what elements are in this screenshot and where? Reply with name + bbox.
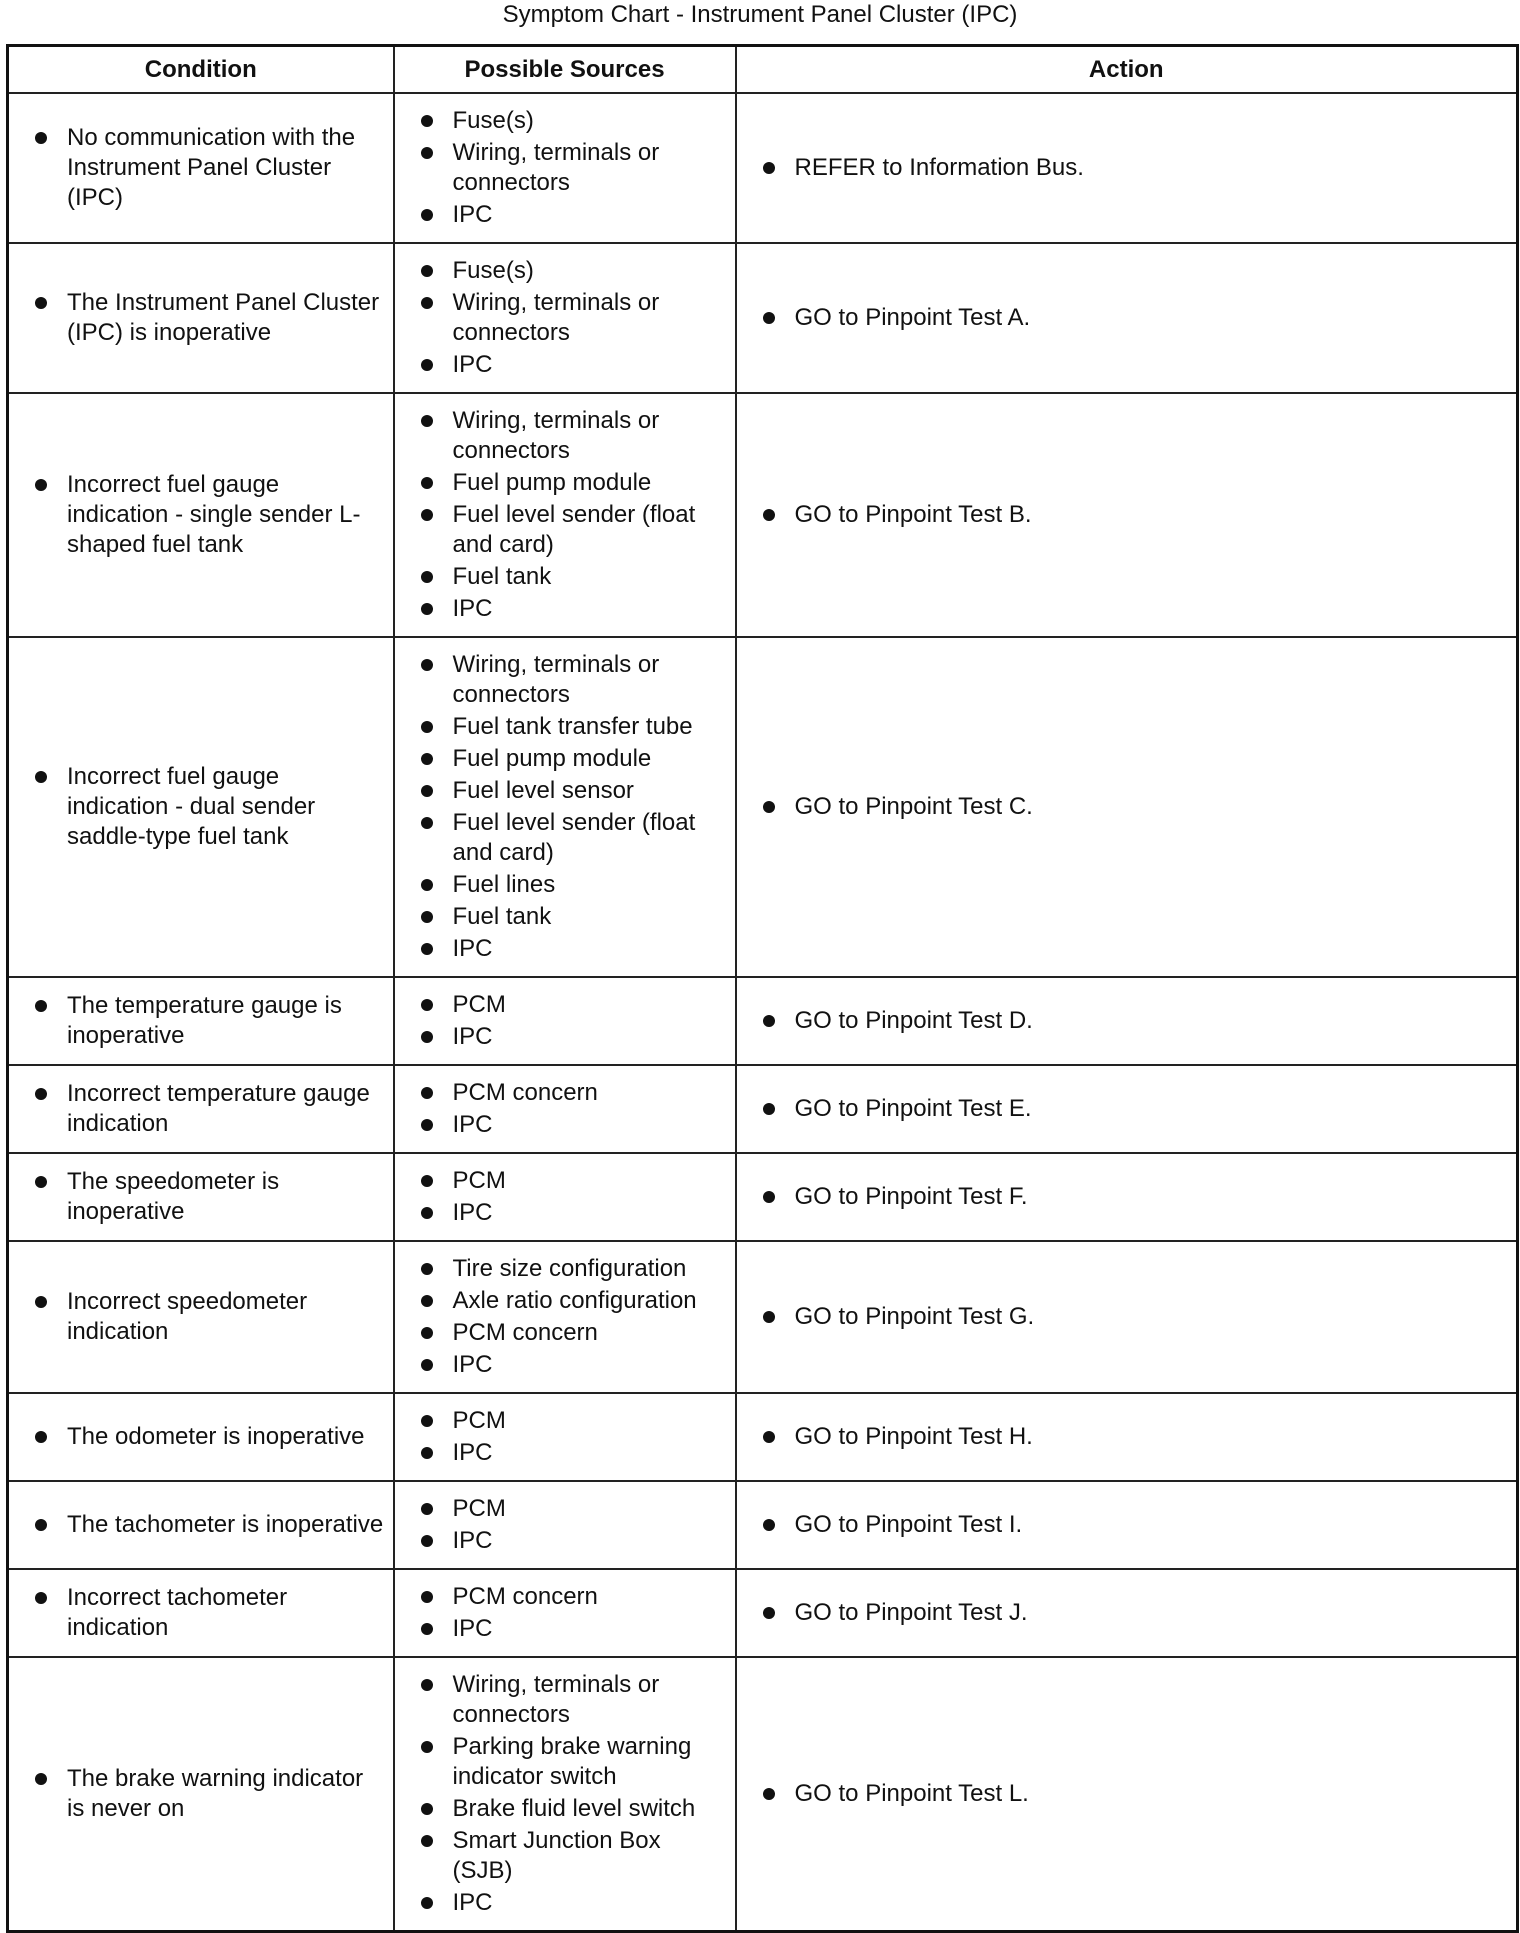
action-item-text: GO to Pinpoint Test J. xyxy=(794,1599,1028,1626)
source-item xyxy=(395,1078,727,1108)
source-item-text: IPC xyxy=(452,1111,493,1138)
source-item xyxy=(395,350,727,380)
condition-item-text: The tachometer is inoperative xyxy=(67,1511,384,1538)
condition-cell xyxy=(8,1153,394,1241)
source-item xyxy=(395,934,727,964)
bullet-icon xyxy=(421,297,433,309)
condition-cell xyxy=(8,1393,394,1481)
source-item-text: Fuel tank xyxy=(452,563,552,590)
condition-item-text: Incorrect temperature gauge indication xyxy=(67,1080,370,1137)
action-item-text: GO to Pinpoint Test F. xyxy=(794,1183,1028,1210)
condition-item-text: No communication with the Instrument Panel Cluster (IPC) xyxy=(67,124,356,211)
column-header-possible-sources: Possible Sources xyxy=(394,46,736,94)
source-item-text: PCM xyxy=(452,1407,506,1434)
condition-cell xyxy=(8,243,394,393)
action-cell xyxy=(736,393,1518,637)
source-item-text: Smart Junction Box (SJB) xyxy=(452,1827,661,1884)
condition-item xyxy=(9,1287,385,1347)
bullet-icon xyxy=(763,1015,775,1027)
action-item xyxy=(737,303,1509,333)
bullet-icon xyxy=(421,753,433,765)
table-row xyxy=(8,1065,1518,1153)
source-item-text: IPC xyxy=(452,1527,493,1554)
possible-sources-cell xyxy=(394,1153,736,1241)
source-item-text: Fuel lines xyxy=(452,871,556,898)
condition-item-text: The odometer is inoperative xyxy=(67,1423,365,1450)
bullet-icon xyxy=(421,147,433,159)
source-item-text: Fuel tank xyxy=(452,903,552,930)
condition-item xyxy=(9,1583,385,1643)
table-row xyxy=(8,1569,1518,1657)
table-row xyxy=(8,393,1518,637)
condition-item-text: The Instrument Panel Cluster (IPC) is inoperative xyxy=(67,289,380,346)
bullet-icon xyxy=(421,943,433,955)
condition-item-text: The speedometer is inoperative xyxy=(67,1168,280,1225)
source-item xyxy=(395,594,727,624)
source-item-text: Wiring, terminals or connectors xyxy=(452,1671,660,1728)
bullet-icon xyxy=(763,1103,775,1115)
bullet-icon xyxy=(421,1415,433,1427)
source-item xyxy=(395,1022,727,1052)
source-item-text: PCM concern xyxy=(452,1079,598,1106)
condition-cell xyxy=(8,637,394,977)
source-item xyxy=(395,500,727,560)
source-item-text: IPC xyxy=(452,1439,493,1466)
source-item xyxy=(395,288,727,348)
bullet-icon xyxy=(421,911,433,923)
action-cell xyxy=(736,1241,1518,1393)
condition-item-text: The temperature gauge is inoperative xyxy=(67,992,342,1049)
action-item xyxy=(737,153,1509,183)
source-item xyxy=(395,1406,727,1436)
source-item-text: Wiring, terminals or connectors xyxy=(452,407,660,464)
action-cell xyxy=(736,637,1518,977)
action-item xyxy=(737,1510,1509,1540)
possible-sources-cell xyxy=(394,1241,736,1393)
source-item-text: Axle ratio configuration xyxy=(452,1287,697,1314)
action-item xyxy=(737,792,1509,822)
action-item xyxy=(737,1422,1509,1452)
source-item xyxy=(395,1166,727,1196)
bullet-icon xyxy=(763,1788,775,1800)
source-item xyxy=(395,1582,727,1612)
source-item-text: PCM xyxy=(452,1495,506,1522)
bullet-icon xyxy=(763,1607,775,1619)
action-item-text: GO to Pinpoint Test A. xyxy=(794,304,1031,331)
source-item xyxy=(395,406,727,466)
source-item-text: IPC xyxy=(452,1615,493,1642)
action-item-text: GO to Pinpoint Test B. xyxy=(794,501,1032,528)
source-item-text: IPC xyxy=(452,1199,493,1226)
condition-cell xyxy=(8,977,394,1065)
source-item xyxy=(395,776,727,806)
column-header-action: Action xyxy=(736,46,1518,94)
source-item xyxy=(395,650,727,710)
table-row xyxy=(8,1241,1518,1393)
source-item-text: Brake fluid level switch xyxy=(452,1795,696,1822)
bullet-icon xyxy=(421,879,433,891)
action-item xyxy=(737,1302,1509,1332)
source-item xyxy=(395,744,727,774)
bullet-icon xyxy=(421,1503,433,1515)
bullet-icon xyxy=(421,1031,433,1043)
bullet-icon xyxy=(35,771,47,783)
possible-sources-cell xyxy=(394,637,736,977)
action-item-text: REFER to Information Bus. xyxy=(794,154,1084,181)
bullet-icon xyxy=(763,1431,775,1443)
source-item-text: PCM concern xyxy=(452,1583,598,1610)
bullet-icon xyxy=(421,209,433,221)
bullet-icon xyxy=(763,1519,775,1531)
source-item xyxy=(395,256,727,286)
bullet-icon xyxy=(421,817,433,829)
action-item xyxy=(737,1006,1509,1036)
source-item xyxy=(395,1438,727,1468)
bullet-icon xyxy=(763,312,775,324)
source-item-text: Fuse(s) xyxy=(452,107,534,134)
action-item xyxy=(737,1779,1509,1809)
bullet-icon xyxy=(421,1535,433,1547)
source-item-text: Fuel pump module xyxy=(452,745,652,772)
source-item-text: Fuel level sensor xyxy=(452,777,634,804)
source-item-text: PCM xyxy=(452,1167,506,1194)
source-item-text: IPC xyxy=(452,1023,493,1050)
table-row xyxy=(8,243,1518,393)
bullet-icon xyxy=(763,162,775,174)
source-item xyxy=(395,200,727,230)
table-row xyxy=(8,1481,1518,1569)
source-item xyxy=(395,1526,727,1556)
bullet-icon xyxy=(421,1897,433,1909)
action-item-text: GO to Pinpoint Test I. xyxy=(794,1511,1023,1538)
bullet-icon xyxy=(35,1296,47,1308)
condition-cell xyxy=(8,1569,394,1657)
bullet-icon xyxy=(421,1679,433,1691)
source-item xyxy=(395,902,727,932)
possible-sources-cell xyxy=(394,1393,736,1481)
bullet-icon xyxy=(421,1803,433,1815)
table-body xyxy=(8,93,1518,1932)
bullet-icon xyxy=(421,1119,433,1131)
source-item-text: PCM xyxy=(452,991,506,1018)
bullet-icon xyxy=(35,1431,47,1443)
bullet-icon xyxy=(35,1176,47,1188)
source-item-text: IPC xyxy=(452,935,493,962)
possible-sources-cell xyxy=(394,1657,736,1932)
action-cell xyxy=(736,1153,1518,1241)
bullet-icon xyxy=(421,1295,433,1307)
possible-sources-cell xyxy=(394,1481,736,1569)
source-item xyxy=(395,1350,727,1380)
action-cell xyxy=(736,243,1518,393)
bullet-icon xyxy=(421,509,433,521)
source-item xyxy=(395,1254,727,1284)
condition-item-text: Incorrect tachometer indication xyxy=(67,1584,288,1641)
bullet-icon xyxy=(421,603,433,615)
condition-item-text: Incorrect fuel gauge indication - dual sender saddle-type fuel tank xyxy=(67,763,316,850)
bullet-icon xyxy=(421,1327,433,1339)
bullet-icon xyxy=(35,1000,47,1012)
source-item-text: Fuel tank transfer tube xyxy=(452,713,693,740)
action-item-text: GO to Pinpoint Test L. xyxy=(794,1780,1029,1807)
table-row xyxy=(8,637,1518,977)
bullet-icon xyxy=(35,1592,47,1604)
action-item xyxy=(737,1598,1509,1628)
table-row xyxy=(8,1657,1518,1932)
table-row xyxy=(8,1153,1518,1241)
bullet-icon xyxy=(763,509,775,521)
condition-item-text: The brake warning indicator is never on xyxy=(67,1765,364,1822)
bullet-icon xyxy=(35,1519,47,1531)
action-item-text: GO to Pinpoint Test H. xyxy=(794,1423,1033,1450)
condition-item xyxy=(9,288,385,348)
source-item xyxy=(395,870,727,900)
bullet-icon xyxy=(421,1263,433,1275)
possible-sources-cell xyxy=(394,93,736,243)
action-cell xyxy=(736,93,1518,243)
condition-item xyxy=(9,1422,385,1452)
symptom-chart-table xyxy=(6,44,1519,1933)
table-row xyxy=(8,93,1518,243)
action-cell xyxy=(736,1657,1518,1932)
bullet-icon xyxy=(421,785,433,797)
bullet-icon xyxy=(35,297,47,309)
source-item xyxy=(395,1318,727,1348)
condition-cell xyxy=(8,1241,394,1393)
condition-item xyxy=(9,1079,385,1139)
condition-item-text: Incorrect speedometer indication xyxy=(67,1288,308,1345)
bullet-icon xyxy=(421,1741,433,1753)
bullet-icon xyxy=(763,1191,775,1203)
bullet-icon xyxy=(421,659,433,671)
action-cell xyxy=(736,1393,1518,1481)
bullet-icon xyxy=(421,999,433,1011)
bullet-icon xyxy=(421,477,433,489)
condition-cell xyxy=(8,1481,394,1569)
bullet-icon xyxy=(421,1175,433,1187)
bullet-icon xyxy=(421,115,433,127)
bullet-icon xyxy=(421,1623,433,1635)
source-item xyxy=(395,808,727,868)
source-item xyxy=(395,1888,727,1918)
source-item-text: Tire size configuration xyxy=(452,1255,687,1282)
source-item xyxy=(395,562,727,592)
condition-cell xyxy=(8,1657,394,1932)
bullet-icon xyxy=(35,132,47,144)
source-item xyxy=(395,990,727,1020)
source-item xyxy=(395,1670,727,1730)
action-item-text: GO to Pinpoint Test E. xyxy=(794,1095,1032,1122)
possible-sources-cell xyxy=(394,243,736,393)
action-cell xyxy=(736,977,1518,1065)
table-row xyxy=(8,977,1518,1065)
condition-item-text: Incorrect fuel gauge indication - single sender L-shaped fuel tank xyxy=(67,471,361,558)
action-cell xyxy=(736,1481,1518,1569)
action-item xyxy=(737,500,1509,530)
bullet-icon xyxy=(421,571,433,583)
source-item-text: PCM concern xyxy=(452,1319,598,1346)
page-title: Symptom Chart - Instrument Panel Cluster (IPC) xyxy=(502,1,1018,28)
condition-item xyxy=(9,1764,385,1824)
action-cell xyxy=(736,1569,1518,1657)
action-cell xyxy=(736,1065,1518,1153)
possible-sources-cell xyxy=(394,1065,736,1153)
bullet-icon xyxy=(421,1359,433,1371)
column-header-condition: Condition xyxy=(8,46,394,94)
bullet-icon xyxy=(35,479,47,491)
source-item-text: Fuel level sender (float and card) xyxy=(452,809,696,866)
table-header-row xyxy=(8,46,1518,94)
condition-cell xyxy=(8,393,394,637)
source-item xyxy=(395,1494,727,1524)
condition-item xyxy=(9,1167,385,1227)
source-item-text: Fuel level sender (float and card) xyxy=(452,501,696,558)
bullet-icon xyxy=(763,801,775,813)
action-item-text: GO to Pinpoint Test G. xyxy=(794,1303,1035,1330)
source-item-text: IPC xyxy=(452,1889,493,1916)
condition-item xyxy=(9,762,385,852)
source-item-text: Fuse(s) xyxy=(452,257,534,284)
bullet-icon xyxy=(763,1311,775,1323)
source-item xyxy=(395,1794,727,1824)
condition-item xyxy=(9,991,385,1051)
source-item-text: Fuel pump module xyxy=(452,469,652,496)
source-item xyxy=(395,712,727,742)
condition-item xyxy=(9,1510,385,1540)
source-item-text: IPC xyxy=(452,595,493,622)
bullet-icon xyxy=(421,265,433,277)
bullet-icon xyxy=(35,1773,47,1785)
source-item xyxy=(395,1826,727,1886)
bullet-icon xyxy=(421,1591,433,1603)
condition-item xyxy=(9,123,385,213)
condition-cell xyxy=(8,93,394,243)
source-item xyxy=(395,138,727,198)
action-item-text: GO to Pinpoint Test D. xyxy=(794,1007,1033,1034)
source-item-text: Wiring, terminals or connectors xyxy=(452,289,660,346)
source-item-text: Wiring, terminals or connectors xyxy=(452,139,660,196)
possible-sources-cell xyxy=(394,977,736,1065)
bullet-icon xyxy=(421,359,433,371)
source-item xyxy=(395,1732,727,1792)
source-item-text: Parking brake warning indicator switch xyxy=(452,1733,692,1790)
source-item xyxy=(395,1614,727,1644)
bullet-icon xyxy=(421,721,433,733)
source-item xyxy=(395,468,727,498)
condition-item xyxy=(9,470,385,560)
source-item-text: IPC xyxy=(452,351,493,378)
bullet-icon xyxy=(421,1835,433,1847)
possible-sources-cell xyxy=(394,393,736,637)
source-item xyxy=(395,1110,727,1140)
source-item-text: IPC xyxy=(452,1351,493,1378)
bullet-icon xyxy=(421,415,433,427)
condition-cell xyxy=(8,1065,394,1153)
source-item xyxy=(395,1286,727,1316)
source-item-text: IPC xyxy=(452,201,493,228)
action-item-text: GO to Pinpoint Test C. xyxy=(794,793,1033,820)
action-item xyxy=(737,1094,1509,1124)
bullet-icon xyxy=(421,1447,433,1459)
table-row xyxy=(8,1393,1518,1481)
possible-sources-cell xyxy=(394,1569,736,1657)
bullet-icon xyxy=(421,1087,433,1099)
source-item xyxy=(395,1198,727,1228)
bullet-icon xyxy=(35,1088,47,1100)
source-item-text: Wiring, terminals or connectors xyxy=(452,651,660,708)
bullet-icon xyxy=(421,1207,433,1219)
action-item xyxy=(737,1182,1509,1212)
source-item xyxy=(395,106,727,136)
